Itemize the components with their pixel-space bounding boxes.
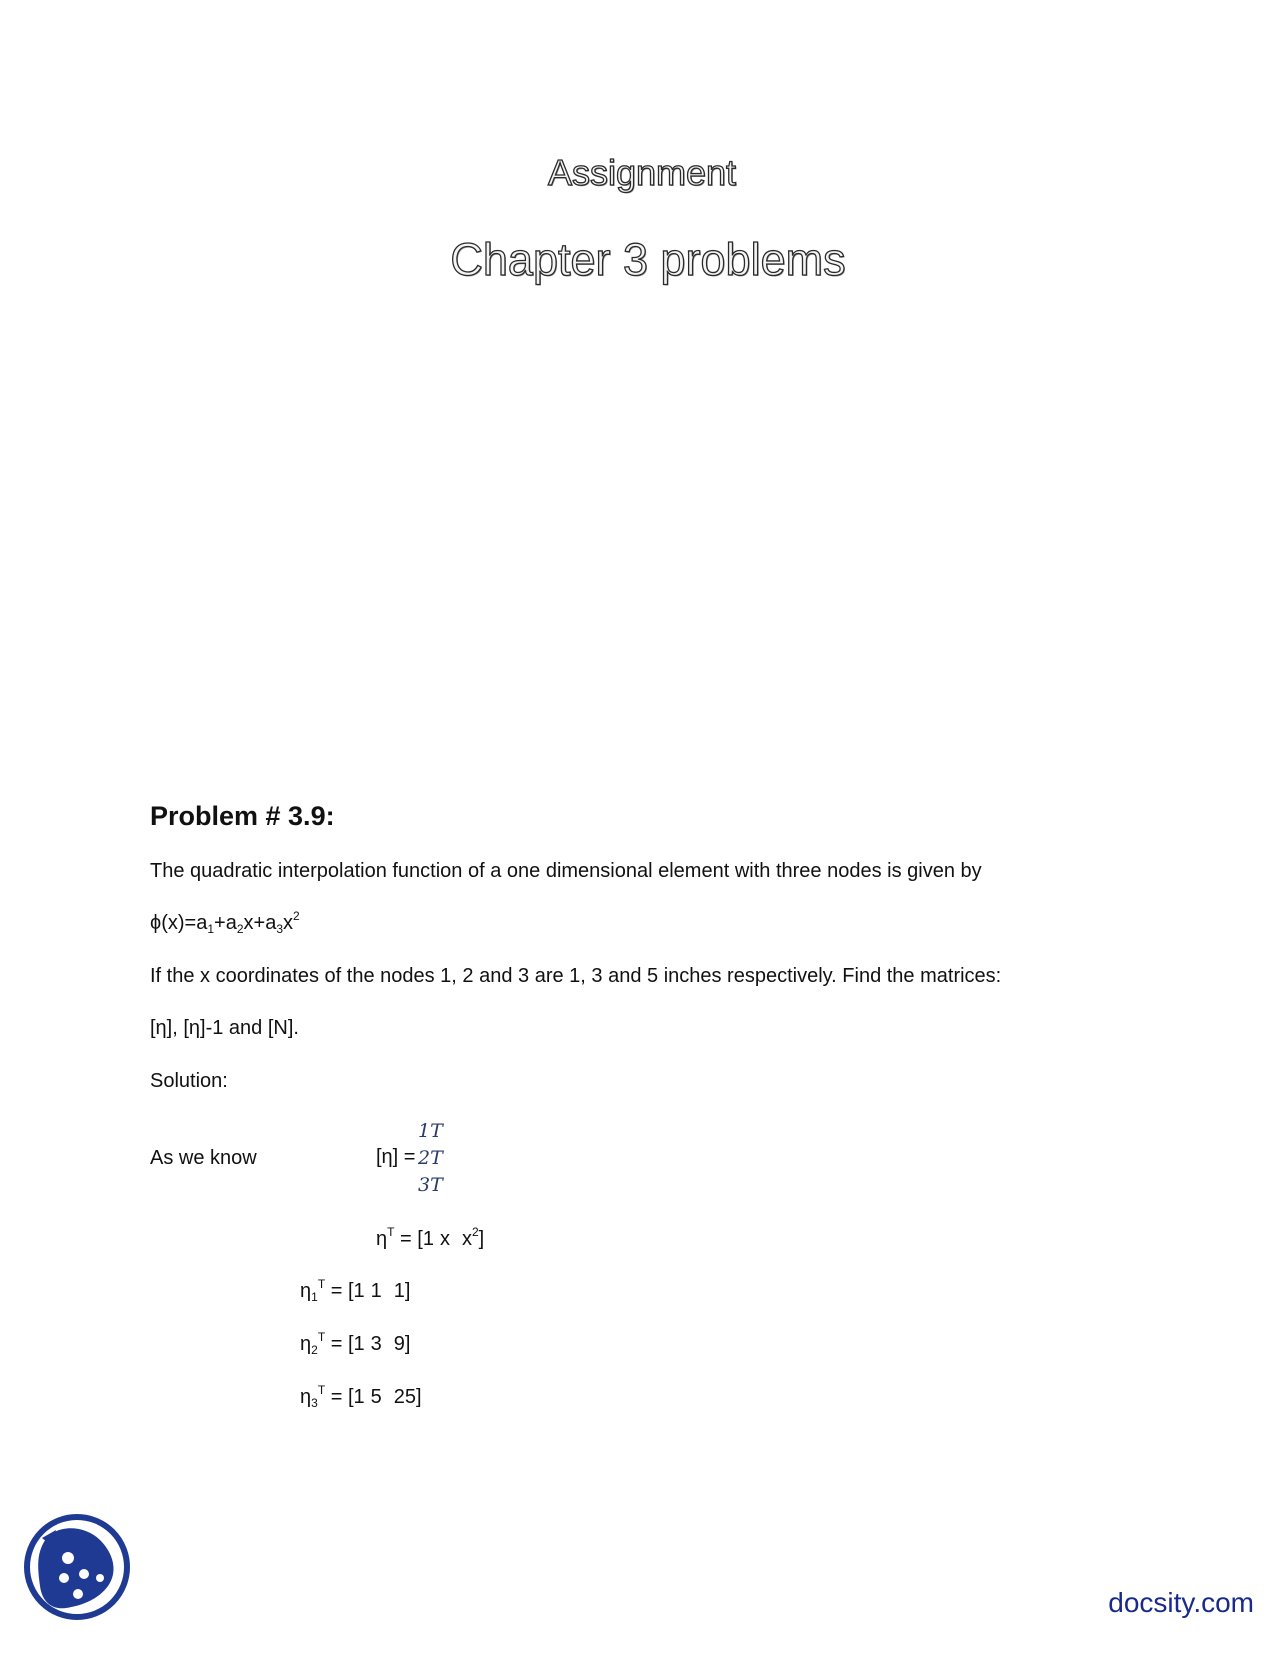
node-row: $\eta_3^T = [1$ 5 25] [300, 1383, 422, 1410]
docsity-logo-icon [22, 1512, 132, 1622]
solution-label: Solution: [150, 1070, 228, 1092]
eta-matrix-row: 2T [418, 1147, 443, 1169]
eta-matrix [376, 1120, 496, 1210]
matrices-request: [η], [η]-1 and [N]. [150, 1017, 299, 1039]
problem-condition: If the x coordinates of the nodes 1, 2 and 3 are 1, 3 and 5 inches respectively. Find the matrices: [150, 965, 1002, 987]
document-title: Assignment [547, 152, 737, 193]
as-we-know-text: As we know [150, 1147, 257, 1169]
problem-heading: Problem # 3.9: [150, 801, 335, 831]
eta-matrix-row: 1T [418, 1120, 443, 1142]
node-row: $\eta_1^T = [1$ 1 1] [300, 1277, 411, 1304]
eta-matrix-row: 3T [418, 1174, 443, 1196]
docsity-brand-link[interactable]: docsity.com [1108, 1587, 1254, 1618]
eta-matrix-label: [η] = [376, 1146, 416, 1168]
eta-transpose-row: $\eta^T = [1$ x $x^2$] [376, 1225, 485, 1250]
problem-statement: The quadratic interpolation function of a one dimensional element with three nodes is given by [150, 860, 982, 882]
document-subtitle: Chapter 3 problems [450, 234, 846, 285]
node-row: $\eta_2^T = [1$ 3 9] [300, 1330, 411, 1357]
interpolation-formula: $\phi(x)=a_1+a_2x+a_3x^2$ [150, 909, 300, 936]
